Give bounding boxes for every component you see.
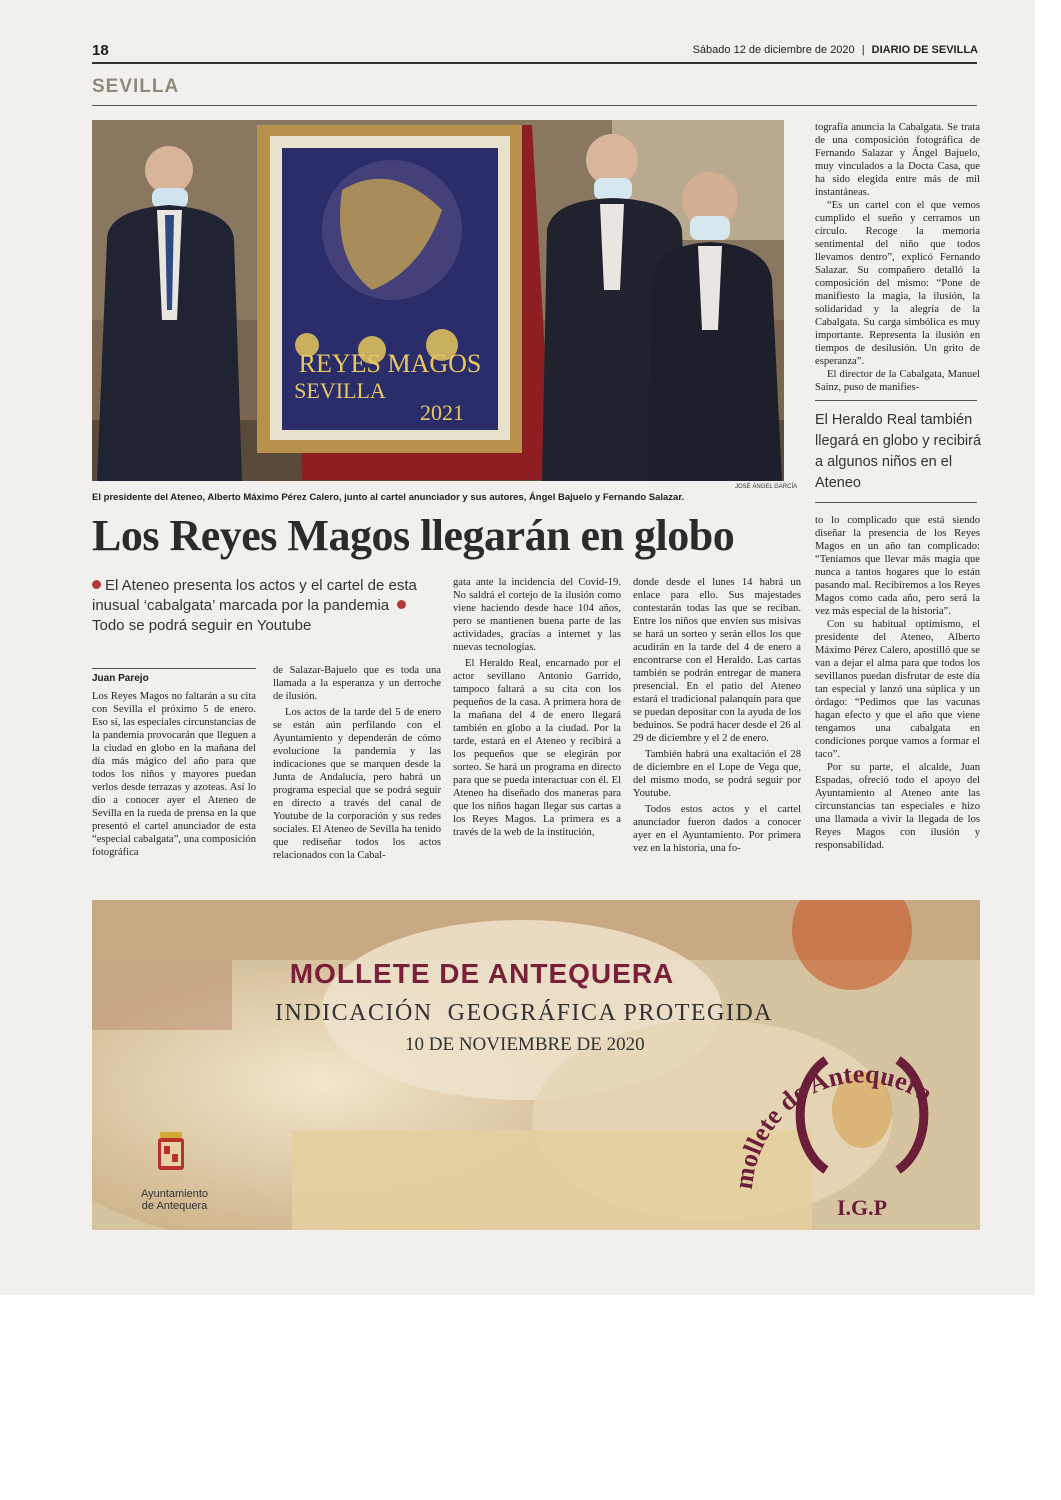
poster-title-line1: REYES MAGOS — [298, 349, 482, 378]
column-1 — [92, 690, 256, 859]
sponsor-line-2: de Antequera — [141, 1200, 208, 1212]
author-rule — [92, 668, 256, 669]
ad-subtitle: INDICACIÓN GEOGRÁFICA PROTEGIDA — [275, 1000, 773, 1026]
paragraph: de Salazar-Bajuelo que es toda una llamada a la esperanza y un derroche de ilusión. — [273, 665, 441, 702]
paragraph: Por su parte, el alcalde, Juan Espadas, ofreció todo el apoyo del Ayuntamiento al Ateneo ante las circunstancias tan especiales e hizo una llamada a vivir la llegada de los Reyes Magos con ilusión y responsabilidad. — [815, 762, 980, 851]
page-number: 18 — [92, 42, 109, 59]
column-3 — [453, 576, 621, 839]
publication-name: DIARIO DE SEVILLA — [871, 44, 978, 56]
subheadline-item-2: Todo se podrá seguir en Youtube — [92, 617, 312, 634]
ad-title: MOLLETE DE ANTEQUERA — [289, 958, 675, 989]
photo-credit: JOSÉ ÁNGEL GARCÍA — [735, 484, 798, 490]
pullquote-rule-top — [815, 400, 977, 401]
paragraph: Todos estos actos y el cartel anunciador fueron dados a conocer ayer en el Ayuntamiento. Por primera vez en la historia, una fo- — [633, 804, 801, 854]
poster-title-line2: SEVILLA — [294, 378, 386, 403]
seal-igp: I.G.P — [836, 1195, 888, 1220]
seal-arc-text: mollete de Antequera — [728, 1059, 938, 1191]
pullquote-rule-bottom — [815, 502, 977, 503]
poster-year: 2021 — [420, 400, 464, 425]
bullet-icon — [397, 600, 406, 609]
bullet-icon — [92, 580, 101, 589]
column-5-bottom — [815, 514, 980, 852]
headline: Los Reyes Magos llegarán en globo — [92, 511, 735, 560]
subheadline — [92, 576, 442, 636]
column-5-top — [815, 121, 980, 394]
photo-caption: El presidente del Ateneo, Alberto Máximo Pérez Calero, junto al cartel anunciador y sus autores, Ángel Bajuelo y Fernando Salazar. — [92, 492, 685, 503]
column-4 — [633, 576, 801, 855]
pullquote: El Heraldo Real también llegará en globo y recibirá a algunos niños en el Ateneo — [815, 412, 982, 491]
section-rule — [92, 105, 977, 106]
masthead-line — [693, 44, 978, 56]
photo-illustration — [92, 120, 784, 481]
ad-background — [92, 900, 980, 1230]
paragraph: Los actos de la tarde del 5 de enero se están aún perfilando con el Ayuntamiento y dependerán de cómo evolucione la pandemia y las indicaciones que se marquen desde la Junta de Andalucía, pero habrá un programa especial que se podrá seguir en directo a través del canal de Youtube de la corporación y sus redes sociales. El Ateneo de Sevilla ha tenido que rediseñar todos los actos relacionados con la Cabal- — [273, 707, 441, 861]
coat-of-arms-icon — [158, 1132, 184, 1170]
paragraph: El director de la Cabalgata, Manuel Sainz, puso de manifies- — [815, 369, 980, 393]
paragraph: Los Reyes Magos no faltarán a su cita con Sevilla el próximo 5 de enero. Eso sí, las especiales circunstancias de la pandemia provocarán que lleguen a la ciudad en globo en la mañana del día más mágico del año para que todos los niños y mayores puedan verlos desde terrazas y azoteas. Así lo dio a conocer ayer el Ateneo de Sevilla en la rueda de prensa en la que presentó el cartel anunciador de esta “especial cabalgata”, una composición fotográfica — [92, 691, 256, 858]
section-title: SEVILLA — [92, 76, 180, 97]
paragraph: El Heraldo Real, encarnado por el actor sevillano Antonio Garrido, tampoco faltará a su cita con los pequeños de la casa. A primera hora de la mañana del 4 de enero llegará también en globo a la ciudad. Por la tarde, estará en el Ateneo y recibirá a los pequeños que se elegirán por sorteo. Se hará un programa en directo para que se pueda interactuar con él. El Ateneo ha diseñado dos maneras para que los niños hagan llegar sus cartas a los Reyes Magos. La primera es a través de la web de la institución, — [453, 658, 621, 838]
paragraph: Con su habitual optimismo, el presidente del Ateneo, Alberto Máximo Pérez Calero, apostilló que se van a dejar el alma para que todos los sevillanos puedan disfrutar de este día tan especial y lanzó una súplica y un órdago: “Pedimos que las vacunas hagan efecto y que el año que viene tengamos una cabalgata en condiciones porque vamos a formar el taco”. — [815, 619, 980, 760]
paragraph: También habrá una exaltación el 28 de diciembre en el Lope de Vega que, del mismo modo, se podrá seguir por Youtube. — [633, 749, 801, 799]
sponsor-label — [132, 1188, 217, 1212]
paragraph: tografía anuncia la Cabalgata. Se trata de una composición fotográfica de Fernando Salazar y Ángel Bajuelo, muy vinculados a la Docta Casa, que ha sido elegida entre más de mil instantáneas. — [815, 122, 980, 198]
paragraph: donde desde el lunes 14 habrá un enlace para ello. Sus majestades contestarán todas las que se reciban. Entre los niños que envíen sus misivas se hará un sorteo y serán ellos los que acudirán en la tarde del 4 de enero a encontrarse con el Heraldo. Las cartas también se podrán entregar de manera presencial. En el patio del Ateneo estará el tradicional palanquín para que se puedan depositar con la ayuda de los beduinos. Se podrá hacer desde el 26 al 29 de diciembre y el 2 de enero. — [633, 577, 801, 744]
paragraph: gata ante la incidencia del Covid-19. No saldrá el cortejo de la ilusión como viene haciendo desde hace 104 años, pero se mantienen buena parte de las actividades, gracias a internet y las nuevas tecnologías. — [453, 577, 621, 653]
subheadline-item-1: El Ateneo presenta los actos y el cartel de esta inusual ‘cabalgata’ marcada por la pandemia — [92, 577, 417, 614]
column-2 — [273, 664, 441, 862]
ad-date: 10 DE NOVIEMBRE DE 2020 — [405, 1034, 645, 1055]
advertisement — [92, 900, 980, 1230]
author-byline: Juan Parejo — [92, 673, 149, 684]
issue-date: Sábado 12 de diciembre de 2020 — [692, 44, 855, 56]
paragraph: to lo complicado que está siendo diseñar la presencia de los Reyes Magos en un año tan complicado: “Teníamos que llevar más magia que nunca a tantos hogares que lo están pasando mal. Recibiremos a los Reyes Magos como cada año, pero será la vez más especial de la historia”. — [815, 515, 980, 617]
masthead-separator: | — [861, 44, 865, 56]
article-photo — [92, 120, 784, 481]
paragraph: “Es un cartel con el que vemos cumplido el sueño y cerramos un círculo. Recoge la memoria sentimental del niño que todos llevamos dentro”, explicó Fernando Salazar. Su compañero detalló la composición del mismo: “Pone de manifiesto la magia, la ilusión, la solidaridad y la alegría de la Cabalgata. Su carga simbólica es muy importante. Representa la ilusión en tiempos de desilusión. Un grito de esperanza”. — [815, 200, 980, 367]
sponsor-line-1: Ayuntamiento — [140, 1188, 209, 1200]
top-rule — [92, 62, 977, 64]
